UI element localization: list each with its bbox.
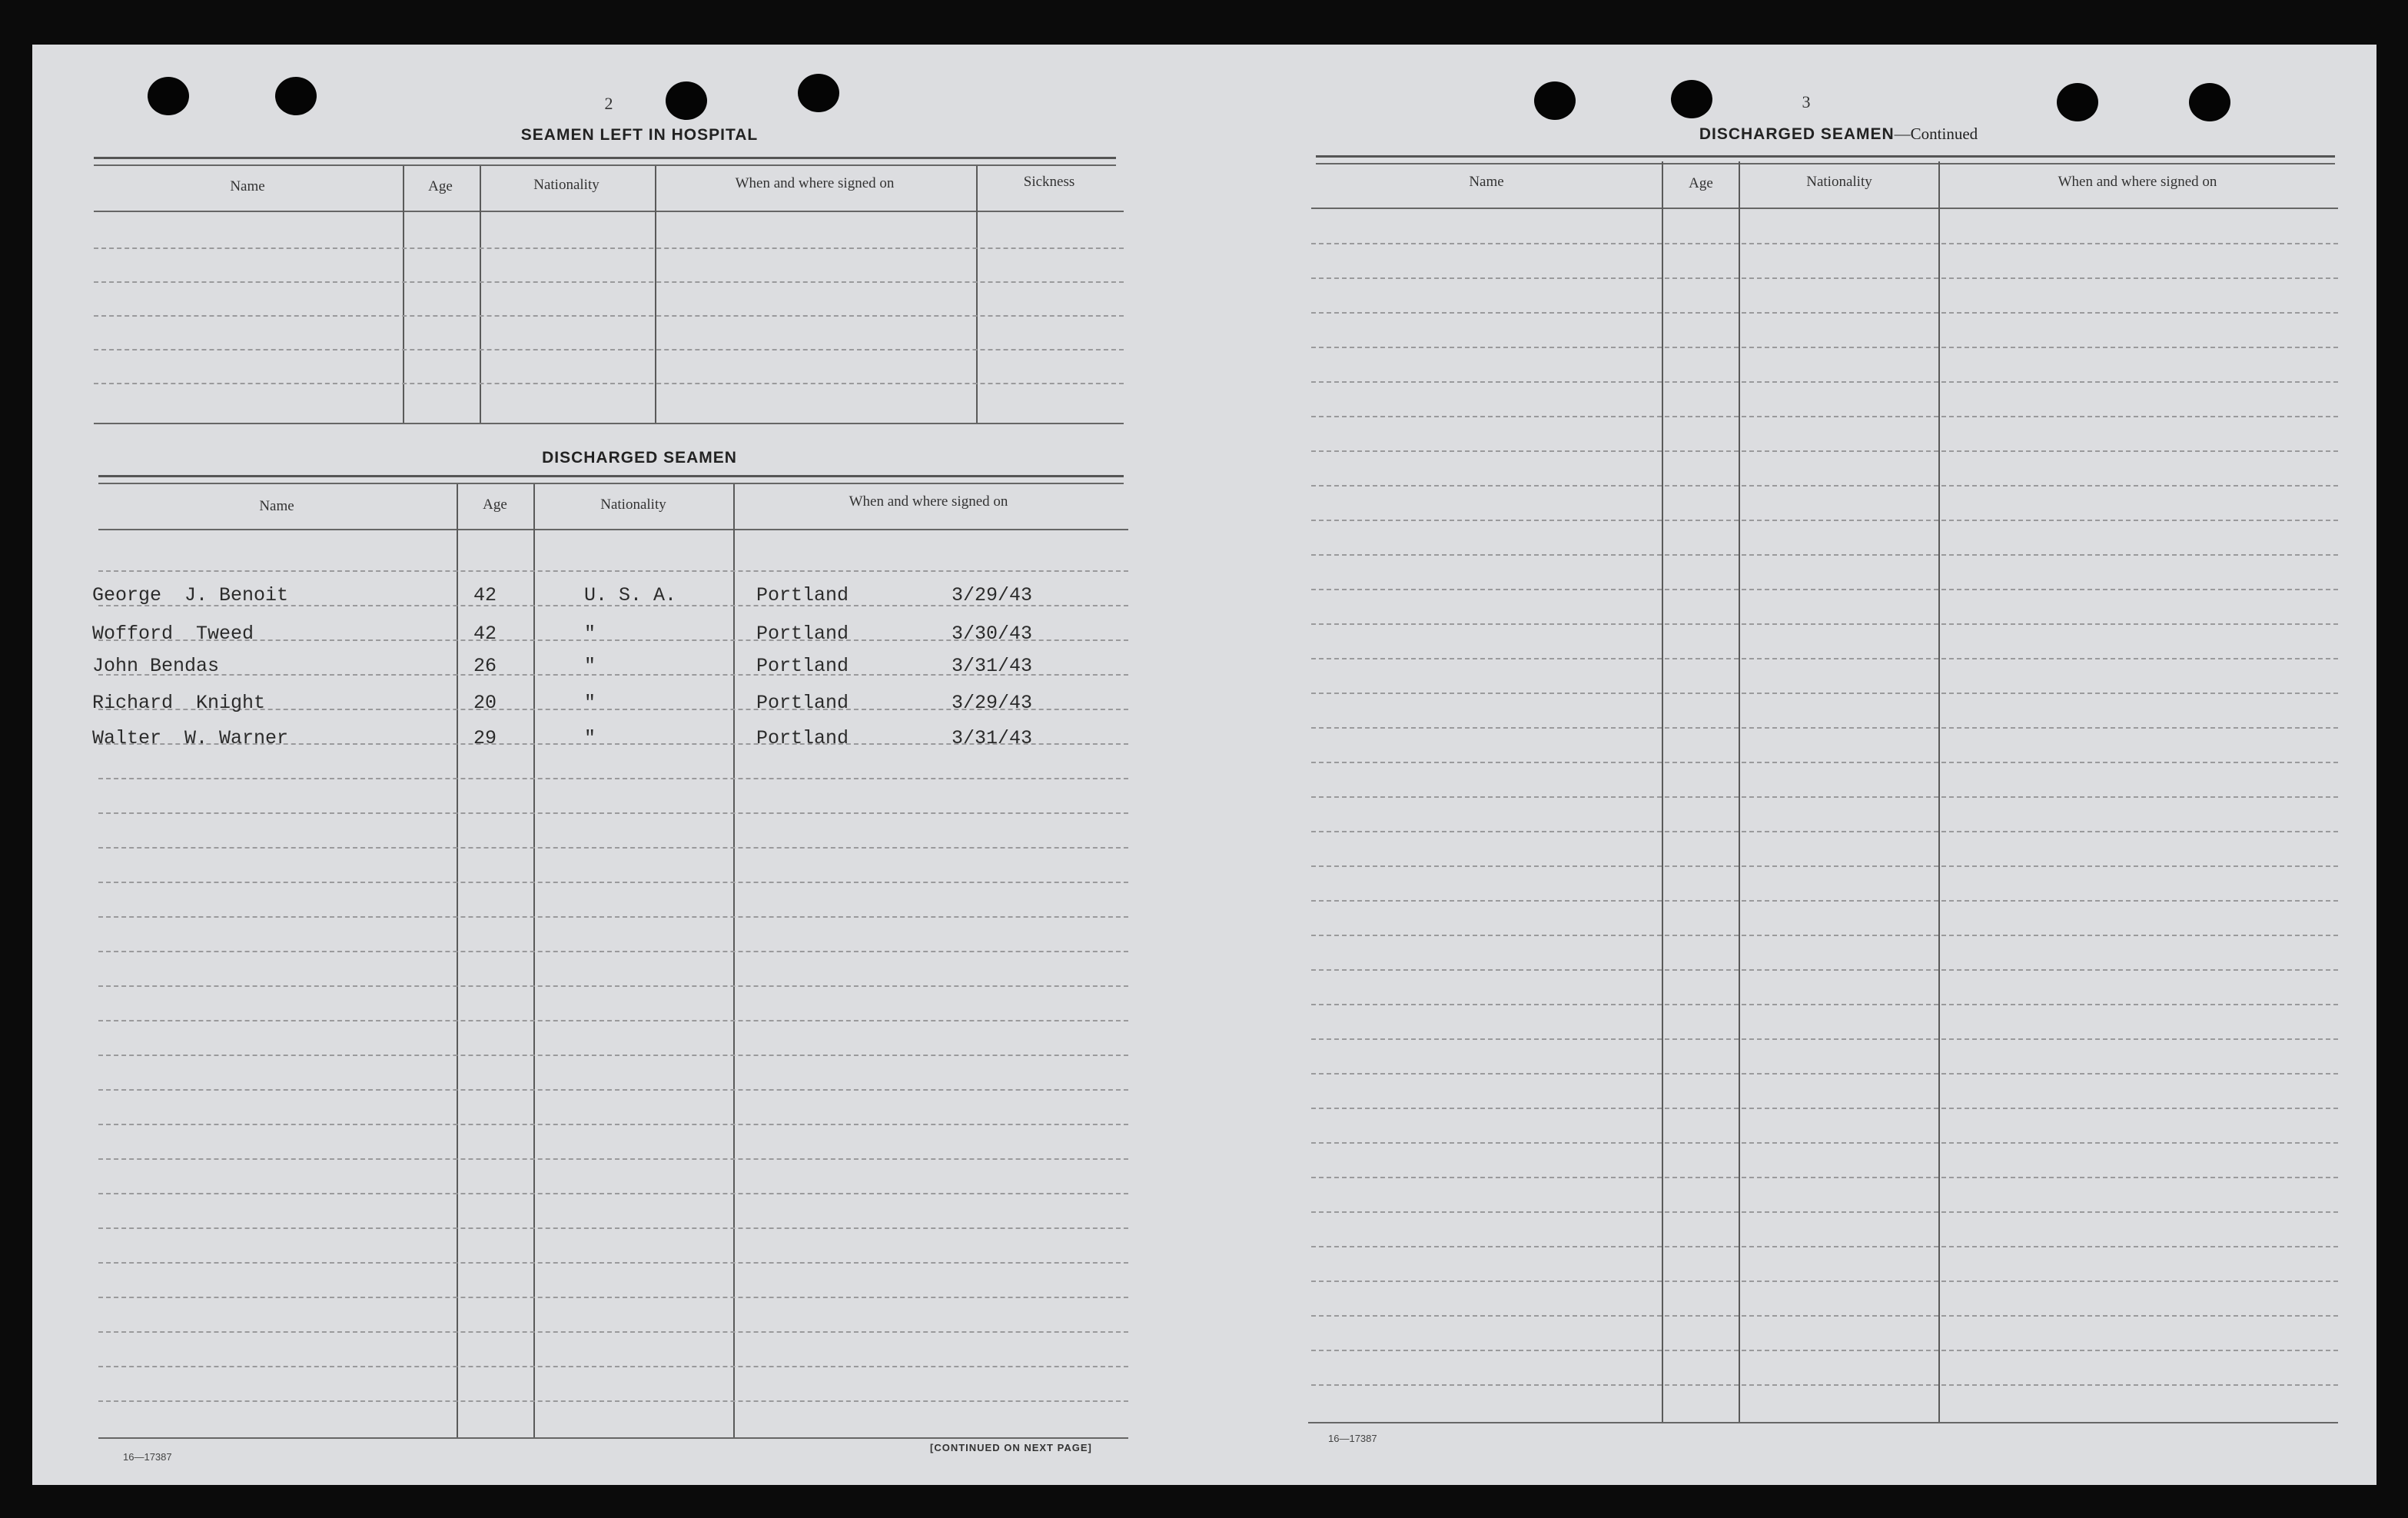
- ruled-line: [94, 315, 1124, 317]
- ruled-line: [1311, 1350, 2338, 1351]
- signed-on-place: Portland: [756, 727, 849, 749]
- punch-hole: [275, 77, 317, 115]
- table-top-rule: [1316, 155, 2335, 158]
- seaman-name: Richard Knight: [92, 692, 266, 714]
- ruled-line: [1311, 520, 2338, 521]
- hospital-header-sickness: Sickness: [1023, 174, 1075, 190]
- discharged-header-age: Age: [483, 497, 507, 513]
- header-rule: [94, 211, 1124, 212]
- ruled-line: [1311, 277, 2338, 279]
- seaman-age: 20: [473, 692, 497, 714]
- ruled-line: [98, 1227, 1128, 1229]
- ruled-line: [98, 847, 1128, 849]
- table-bottom-rule: [94, 423, 1124, 424]
- signed-on-place: Portland: [756, 655, 849, 677]
- seaman-name: Walter W. Warner: [92, 727, 289, 749]
- ruled-line: [98, 778, 1128, 779]
- ruled-line: [1311, 796, 2338, 798]
- ruled-line: [1311, 312, 2338, 314]
- right-header-name: Name: [1469, 174, 1504, 190]
- column-divider: [1739, 161, 1740, 1422]
- hospital-header-age: Age: [428, 178, 453, 194]
- seaman-name: John Bendas: [92, 655, 220, 677]
- seaman-nationality: ": [584, 692, 596, 714]
- column-divider: [1662, 161, 1663, 1422]
- seaman-age: 29: [473, 727, 497, 749]
- ruled-line: [1311, 1142, 2338, 1144]
- signed-on-place: Portland: [756, 584, 849, 606]
- right-header-nationality: Nationality: [1806, 174, 1872, 190]
- hospital-header-nationality: Nationality: [533, 177, 600, 193]
- ruled-line: [1311, 1038, 2338, 1040]
- punch-hole: [666, 81, 707, 120]
- ruled-line: [1311, 935, 2338, 936]
- seaman-age: 26: [473, 655, 497, 677]
- ruled-line: [98, 1400, 1128, 1402]
- title-suffix: —Continued: [1894, 125, 1978, 143]
- ruled-line: [1311, 900, 2338, 902]
- ruled-line: [98, 1089, 1128, 1091]
- ruled-line: [1311, 658, 2338, 659]
- punch-hole: [1534, 81, 1576, 120]
- ruled-line: [98, 1262, 1128, 1264]
- punch-hole: [798, 74, 839, 112]
- signed-on-date: 3/29/43: [952, 584, 1033, 606]
- column-divider: [976, 166, 978, 424]
- ruled-line: [1311, 1384, 2338, 1386]
- discharged-section-title: DISCHARGED SEAMEN: [542, 449, 737, 467]
- seaman-nationality: ": [584, 727, 596, 749]
- ruled-line: [98, 951, 1128, 952]
- discharged-header-name: Name: [259, 498, 294, 514]
- discharged-header-nationality: Nationality: [600, 497, 666, 513]
- ruled-line: [1311, 1177, 2338, 1178]
- ruled-line: [98, 1366, 1128, 1367]
- signed-on-place: Portland: [756, 623, 849, 645]
- seaman-age: 42: [473, 584, 497, 606]
- continued-note: [CONTINUED ON NEXT PAGE]: [930, 1442, 1092, 1453]
- ruled-line: [1311, 347, 2338, 348]
- hospital-section-title: SEAMEN LEFT IN HOSPITAL: [520, 126, 759, 144]
- ruled-line: [98, 916, 1128, 918]
- table-bottom-rule: [98, 1437, 1128, 1439]
- ruled-line: [98, 570, 1128, 572]
- ruled-line: [1311, 1073, 2338, 1075]
- right-page: [1201, 45, 2376, 1485]
- ruled-line: [1311, 693, 2338, 694]
- signed-on-date: 3/29/43: [952, 692, 1033, 714]
- table-top-rule: [1316, 163, 2335, 164]
- column-divider: [457, 484, 458, 1437]
- right-header-age: Age: [1689, 175, 1713, 191]
- ledger-sheet: [32, 45, 2376, 1485]
- seaman-name: George J. Benoit: [92, 584, 289, 606]
- ruled-line: [98, 1193, 1128, 1194]
- ruled-line: [98, 985, 1128, 987]
- signed-on-date: 3/30/43: [952, 623, 1033, 645]
- column-divider: [1938, 161, 1940, 1422]
- hospital-header-name: Name: [230, 178, 265, 194]
- ruled-line: [1311, 727, 2338, 729]
- ruled-line: [1311, 485, 2338, 487]
- column-divider: [655, 166, 656, 424]
- ruled-line: [1311, 1211, 2338, 1213]
- left-page: [32, 45, 1201, 1485]
- signed-on-date: 3/31/43: [952, 655, 1033, 677]
- ruled-line: [1311, 381, 2338, 383]
- table-top-rule: [94, 157, 1116, 159]
- page-number: 2: [604, 94, 613, 113]
- signed-on-place: Portland: [756, 692, 849, 714]
- ruled-line: [1311, 623, 2338, 625]
- punch-hole: [2057, 83, 2098, 121]
- seaman-nationality: ": [584, 623, 596, 645]
- ruled-line: [1311, 1246, 2338, 1247]
- seaman-name: Wofford Tweed: [92, 623, 254, 645]
- punch-hole: [2189, 83, 2230, 121]
- form-number: 16—17387: [123, 1451, 172, 1463]
- ruled-line: [1311, 450, 2338, 452]
- punch-hole: [1671, 80, 1712, 118]
- ruled-line: [98, 812, 1128, 814]
- ruled-line: [98, 1055, 1128, 1056]
- ruled-line: [1311, 554, 2338, 556]
- signed-on-date: 3/31/43: [952, 727, 1033, 749]
- table-bottom-rule: [1308, 1422, 2338, 1423]
- table-top-rule: [98, 483, 1124, 484]
- ruled-line: [1311, 969, 2338, 971]
- seaman-age: 42: [473, 623, 497, 645]
- table-top-rule: [98, 475, 1124, 477]
- ruled-line: [98, 1297, 1128, 1298]
- column-divider: [533, 484, 535, 1437]
- column-divider: [480, 166, 481, 424]
- ruled-line: [94, 383, 1124, 384]
- ruled-line: [94, 281, 1124, 283]
- ruled-line: [94, 247, 1124, 249]
- column-divider: [733, 484, 735, 1437]
- seaman-nationality: U. S. A.: [584, 584, 677, 606]
- ruled-line: [94, 349, 1124, 350]
- header-rule: [1311, 208, 2338, 209]
- ruled-line: [1311, 1108, 2338, 1109]
- table-top-rule: [94, 164, 1116, 166]
- ruled-line: [1311, 865, 2338, 867]
- ruled-line: [1311, 589, 2338, 590]
- ruled-line: [98, 1020, 1128, 1021]
- hospital-header-signed-on: When and where signed on: [735, 175, 895, 191]
- title-text: DISCHARGED SEAMEN: [1699, 125, 1895, 143]
- header-rule: [98, 529, 1128, 530]
- ruled-line: [98, 1124, 1128, 1125]
- column-divider: [403, 166, 404, 424]
- ruled-line: [1311, 1315, 2338, 1317]
- ruled-line: [98, 882, 1128, 883]
- ruled-line: [98, 1331, 1128, 1333]
- ruled-line: [1311, 416, 2338, 417]
- discharged-continued-title: [1569, 125, 2107, 144]
- punch-hole: [148, 77, 189, 115]
- ruled-line: [1311, 831, 2338, 832]
- seaman-nationality: ": [584, 655, 596, 677]
- ruled-line: [98, 1158, 1128, 1160]
- ruled-line: [1311, 1004, 2338, 1005]
- ruled-line: [1311, 1281, 2338, 1282]
- ruled-line: [1311, 762, 2338, 763]
- page-number: 3: [1802, 92, 1811, 111]
- discharged-header-signed-on: When and where signed on: [849, 493, 1008, 510]
- form-number: 16—17387: [1328, 1433, 1377, 1444]
- right-header-signed-on: When and where signed on: [2058, 174, 2217, 190]
- ruled-line: [1311, 243, 2338, 244]
